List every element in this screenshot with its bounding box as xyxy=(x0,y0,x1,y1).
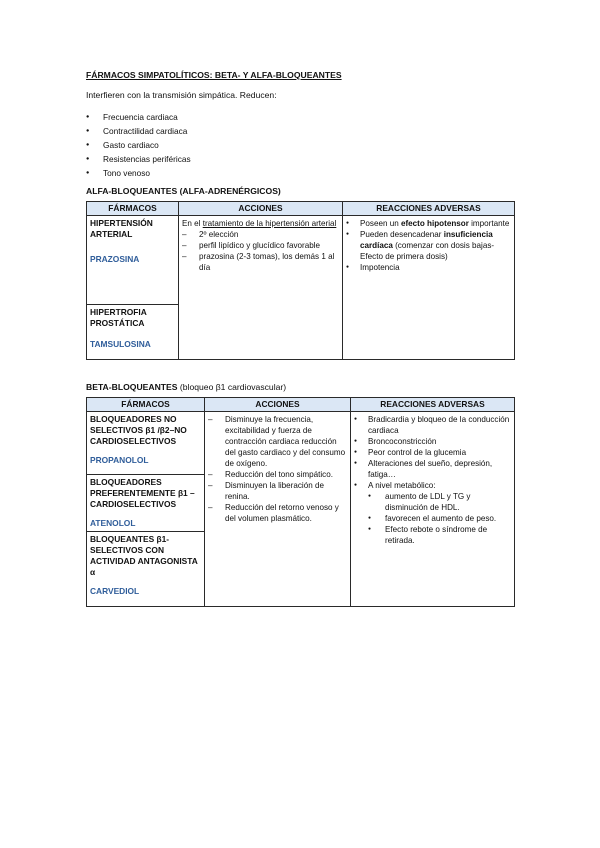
beta-drug-cell-2 xyxy=(87,475,205,532)
alfa-acciones-cell xyxy=(179,216,343,305)
drug-name-propanolol: PROPANOLOL xyxy=(90,455,149,465)
alfa-acciones-empty xyxy=(179,305,343,360)
drug-name-carvediol: CARVEDIOL xyxy=(90,586,140,596)
list-item: ● Broncoconstricción xyxy=(354,436,511,447)
beta-drug-cell-3 xyxy=(87,532,205,607)
reacciones-list xyxy=(354,414,511,546)
drug-label: HIPERTROFIA PROSTÁTICA xyxy=(90,307,147,328)
alfa-drug-cell-2 xyxy=(87,305,179,360)
list-item: – Disminuyen la liberación de renina. xyxy=(208,480,347,502)
alfa-table xyxy=(86,201,515,360)
beta-reacciones-cell xyxy=(351,412,515,607)
list-item: ● Frecuencia cardiaca xyxy=(86,110,514,124)
list-item: ● Peor control de la glucemia xyxy=(354,447,511,458)
beta-drug-cell-1 xyxy=(87,412,205,475)
col-header-acciones: ACCIONES xyxy=(205,398,351,412)
list-item: – 2º elección xyxy=(182,229,339,240)
col-header-farmacos: FÁRMACOS xyxy=(87,202,179,216)
beta-heading: BETA-BLOQUEANTES (bloqueo β1 cardiovascular) xyxy=(86,382,287,392)
list-item: – prazosina (2-3 tomas), los demás 1 al día xyxy=(182,251,339,273)
list-item: ● aumento de LDL y TG y disminución de HDL. xyxy=(368,491,511,513)
acciones-list xyxy=(208,414,347,524)
list-item: – perfil lipídico y glucídico favorable xyxy=(182,240,339,251)
beta-acciones-cell xyxy=(205,412,351,607)
list-item: ● Poseen un efecto hipotensor importante xyxy=(346,218,511,229)
col-header-farmacos: FÁRMACOS xyxy=(87,398,205,412)
alfa-heading: ALFA-BLOQUEANTES (ALFA-ADRENÉRGICOS) xyxy=(86,186,281,196)
intro-text: Interfieren con la transmisión simpática. Reducen: xyxy=(86,90,277,100)
col-header-reacciones: REACCIONES ADVERSAS xyxy=(351,398,515,412)
col-header-reacciones: REACCIONES ADVERSAS xyxy=(343,202,515,216)
page-title: FÁRMACOS SIMPATOLÍTICOS: BETA- Y ALFA-BLOQUEANTES xyxy=(86,70,342,80)
drug-label: BLOQUEADORES PREFERENTEMENTE β1 –CARDIOSELECTIVOS xyxy=(90,477,195,509)
drug-name-prazosina: PRAZOSINA xyxy=(90,254,140,264)
list-item: ● Impotencia xyxy=(346,262,511,273)
alfa-drug-cell-1 xyxy=(87,216,179,305)
alfa-reacciones-cell xyxy=(343,216,515,360)
drug-label: BLOQUEANTES β1- SELECTIVOS CON ACTIVIDAD ANTAGONISTA α xyxy=(90,534,198,577)
metabolico-list xyxy=(368,491,511,546)
acc-prefix: En el xyxy=(182,219,203,228)
beta-table xyxy=(86,397,515,607)
list-item: – Reducción del retorno venoso y del volumen plasmático. xyxy=(208,502,347,524)
drug-name-atenolol: ATENOLOL xyxy=(90,518,136,528)
list-item: ● Pueden desencadenar insuficiencia cardíaca (comenzar con dosis bajas- Efecto de primera dosis) xyxy=(346,229,511,262)
acc-link-text: tratamiento de la hipertensión arterial xyxy=(202,219,337,228)
col-header-acciones: ACCIONES xyxy=(179,202,343,216)
list-item: ● favorecen el aumento de peso. xyxy=(368,513,511,524)
list-item: ● A nivel metabólico: ● aumento de LDL y TG y disminución de HDL. ● favorecen el aumento de peso. ● Efecto rebote o síndrome de retirada. xyxy=(354,480,511,546)
acc-list xyxy=(182,229,339,273)
drug-label: HIPERTENSIÓN ARTERIAL xyxy=(90,218,153,239)
list-item: – Disminuye la frecuencia, excitabilidad y fuerza de contracción cardiaca reducción del gasto cardiaco y del consumo de oxígeno. xyxy=(208,414,347,469)
list-item: – Reducción del tono simpático. xyxy=(208,469,347,480)
list-item: ● Efecto rebote o síndrome de retirada. xyxy=(368,524,511,546)
effects-list xyxy=(86,110,514,180)
drug-label: BLOQUEADORES NO SELECTIVOS β1 /β2–NO CARDIOSELECTIVOS xyxy=(90,414,187,446)
list-item: ● Contractilidad cardiaca xyxy=(86,124,514,138)
list-item: ● Resistencias periféricas xyxy=(86,152,514,166)
list-item: ● Gasto cardiaco xyxy=(86,138,514,152)
list-item: ● Bradicardia y bloqueo de la conducción cardiaca xyxy=(354,414,511,436)
document-page xyxy=(86,70,514,607)
drug-name-tamsulosina: TAMSULOSINA xyxy=(90,339,151,349)
reacciones-list xyxy=(346,218,511,273)
list-item: ● Alteraciones del sueño, depresión, fatiga… xyxy=(354,458,511,480)
list-item: ● Tono venoso xyxy=(86,166,514,180)
